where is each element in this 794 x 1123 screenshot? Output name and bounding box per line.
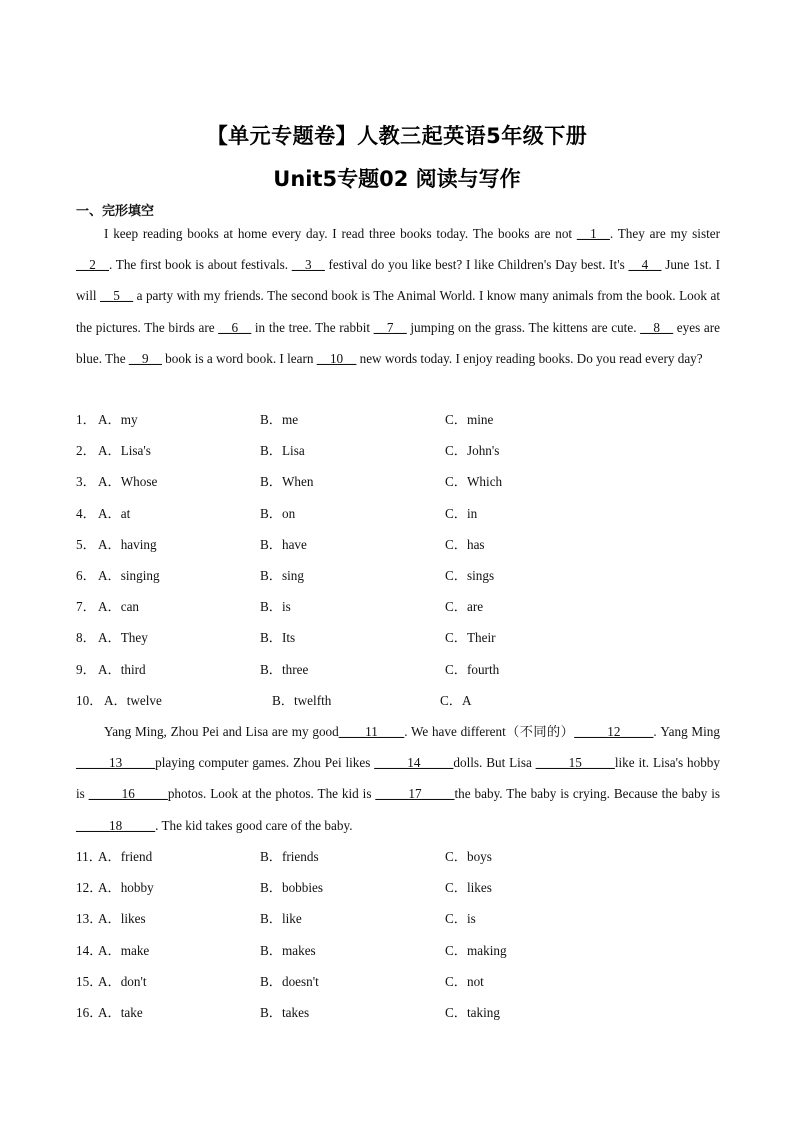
- answer-blank: _____16_____: [88, 786, 168, 802]
- option-c: C．A: [440, 692, 472, 708]
- passage-text: dolls. But Lisa: [453, 755, 536, 771]
- answer-blank: __5__: [100, 288, 134, 304]
- option-b: B．Lisa: [260, 443, 305, 459]
- option-b: B．bobbies: [260, 880, 324, 896]
- option-b: B．me: [260, 412, 299, 427]
- option-c: C．boys: [445, 849, 492, 864]
- passage-text: new words today. I enjoy reading books. Do you read every day?: [356, 350, 703, 366]
- question-number: 15．: [76, 973, 103, 989]
- section-heading: 一、完形填空: [76, 204, 155, 219]
- question-number: 8．: [76, 630, 96, 646]
- document-title: 【单元专题卷】人教三起英语5年级下册: [206, 124, 588, 148]
- answer-blank: _____13_____: [76, 755, 156, 771]
- answer-blank: __6__: [218, 319, 252, 335]
- option-c: C．not: [445, 973, 484, 989]
- question-number: 14．: [76, 942, 103, 958]
- passage-text: a party with my friends. The second book is The Animal World. I know many animals from the book. Look at the pictures. The birds are: [76, 288, 721, 335]
- option-c: C．has: [445, 536, 485, 552]
- option-c: C．John's: [445, 443, 500, 459]
- option-b: B．When: [260, 474, 314, 490]
- option-a: A．at: [98, 505, 131, 521]
- passage-text: jumping on the grass. The kittens are cute.: [406, 319, 641, 335]
- question-row: [76, 597, 720, 617]
- question-row: [76, 628, 720, 648]
- option-c: C．Their: [445, 630, 496, 646]
- question-number: 11．: [76, 849, 102, 864]
- question-number: 1．: [76, 412, 96, 427]
- passage-text: photos. Look at the photos. The kid is: [167, 786, 376, 802]
- answer-blank: __2__: [76, 257, 109, 273]
- question-row: [76, 972, 720, 992]
- question-number: 6．: [76, 568, 96, 583]
- option-c: C．is: [445, 911, 476, 927]
- answer-blank: _____18_____: [76, 817, 156, 833]
- passage-text: . Yang Ming: [653, 724, 720, 739]
- passage-text: . They are my sister: [609, 226, 720, 241]
- question-row: [76, 941, 720, 961]
- question-row: [76, 441, 720, 461]
- option-a: A．can: [98, 599, 140, 615]
- answer-blank: __8__: [640, 319, 674, 335]
- option-a: A．They: [98, 630, 148, 646]
- question-number: 5．: [76, 536, 96, 552]
- answer-blank: __9__: [128, 350, 162, 366]
- option-c: C．making: [445, 942, 507, 958]
- question-row: [76, 472, 720, 492]
- passage-text: . The first book is about festivals.: [108, 257, 292, 273]
- question-row: [76, 660, 720, 680]
- question-number: 9．: [76, 661, 96, 677]
- option-c: C．Which: [445, 474, 503, 490]
- option-c: C．sings: [445, 568, 495, 583]
- question-row: [76, 566, 720, 586]
- passage-text: eyes are blue. The: [76, 319, 721, 366]
- option-a: A．Lisa's: [98, 443, 151, 459]
- answer-blank: ____11____: [338, 724, 405, 739]
- option-a: A．don't: [98, 973, 147, 989]
- option-a: A．make: [98, 942, 150, 958]
- passage-text: playing computer games. Zhou Pei likes: [155, 755, 375, 771]
- question-row: [76, 535, 720, 555]
- answer-blank: _____17_____: [375, 786, 455, 802]
- question-row: [76, 847, 720, 867]
- option-c: C．likes: [445, 880, 492, 896]
- question-row: [76, 909, 720, 929]
- passage-text: festival do you like best? I like Children's Day best. It's: [324, 257, 629, 273]
- passage-text: . The kid takes good care of the baby.: [155, 817, 353, 833]
- option-b: B．Its: [260, 630, 296, 646]
- cloze-passage-1: [76, 218, 720, 374]
- question-number: 2．: [76, 443, 96, 459]
- passage-text: Yang Ming, Zhou Pei and Lisa are my good: [104, 724, 339, 739]
- option-a: A．singing: [98, 568, 160, 583]
- question-row: [76, 878, 720, 898]
- question-row: [76, 504, 720, 524]
- option-a: A．friend: [98, 849, 153, 864]
- option-a: A．twelve: [104, 692, 162, 708]
- option-c: C．in: [445, 505, 478, 521]
- passage-text: book is a word book. I learn: [161, 350, 317, 366]
- passage-text: I keep reading books at home every day. I read three books today. The books are not: [104, 226, 577, 241]
- option-b: B．have: [260, 536, 307, 552]
- question-number: 10．: [76, 692, 103, 708]
- question-row: [76, 691, 720, 711]
- option-b: B．on: [260, 505, 296, 521]
- passage-text: June 1st. I will: [76, 257, 720, 304]
- option-b: B．doesn't: [260, 973, 319, 989]
- answer-blank: __4__: [628, 257, 662, 273]
- option-c: C．mine: [445, 412, 494, 427]
- passage-text: the baby. The baby is crying. Because the baby is: [454, 786, 721, 802]
- option-a: A．take: [98, 1005, 143, 1020]
- answer-blank: _____12_____: [574, 724, 654, 739]
- option-b: B．is: [260, 599, 291, 615]
- question-row: [76, 410, 720, 430]
- option-b: B．sing: [260, 568, 304, 583]
- option-b: B．twelfth: [272, 692, 332, 708]
- answer-blank: __3__: [291, 257, 325, 273]
- question-number: 13．: [76, 911, 103, 927]
- question-row: [76, 1003, 720, 1023]
- question-number: 4．: [76, 505, 96, 521]
- answer-blank: _____14_____: [374, 755, 454, 771]
- passage-text: . We have different（不同的）: [404, 724, 575, 739]
- question-number: 12．: [76, 880, 103, 896]
- option-a: A．third: [98, 661, 146, 677]
- cloze-passage-2: [76, 716, 720, 841]
- option-a: A．my: [98, 412, 138, 427]
- option-b: B．takes: [260, 1005, 310, 1020]
- option-c: C．taking: [445, 1005, 500, 1020]
- option-b: B．like: [260, 911, 302, 927]
- passage-text: in the tree. The rabbit: [251, 319, 374, 335]
- option-b: B．makes: [260, 942, 316, 958]
- answer-blank: __1__: [576, 226, 610, 241]
- answer-blank: __10__: [316, 350, 357, 366]
- document-subtitle: Unit5专题02 阅读与写作: [273, 167, 521, 191]
- option-c: C．fourth: [445, 661, 500, 677]
- question-number: 3．: [76, 474, 96, 490]
- option-a: A．hobby: [98, 880, 154, 896]
- option-b: B．three: [260, 661, 309, 677]
- option-c: C．are: [445, 599, 484, 615]
- answer-blank: __7__: [373, 319, 407, 335]
- option-b: B．friends: [260, 849, 319, 864]
- passage-text: like it. Lisa's hobby is: [76, 755, 720, 802]
- answer-blank: _____15_____: [535, 755, 615, 771]
- option-a: A．likes: [98, 911, 146, 927]
- option-a: A．having: [98, 536, 157, 552]
- option-a: A．Whose: [98, 474, 158, 490]
- question-number: 16．: [76, 1005, 103, 1020]
- question-number: 7．: [76, 599, 96, 615]
